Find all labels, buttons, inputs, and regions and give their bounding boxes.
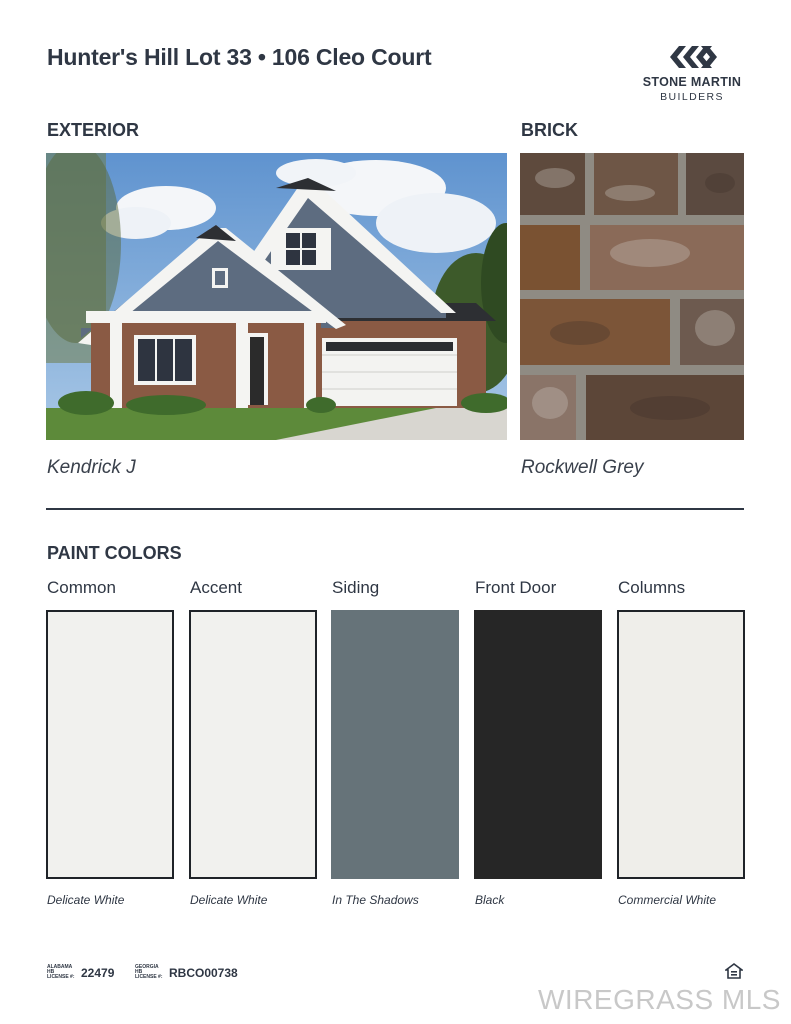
- color-name: Delicate White: [47, 893, 125, 907]
- mls-watermark: WIREGRASS MLS: [538, 984, 781, 1015]
- exterior-heading: EXTERIOR: [47, 120, 140, 140]
- brick-name: Rockwell Grey: [521, 457, 644, 478]
- chevron-logo-icon: [668, 42, 720, 72]
- color-swatch: [474, 610, 602, 879]
- color-swatch: [617, 610, 745, 879]
- paint-label: Columns: [618, 578, 686, 597]
- equal-housing-icon: [725, 963, 743, 979]
- license-label: ALABAMA HB LICENSE #:: [47, 964, 75, 980]
- paint-label: Front Door: [475, 578, 557, 597]
- page-title: Hunter's Hill Lot 33 • 106 Cleo Court: [47, 44, 432, 70]
- brick-sample-image: [520, 153, 744, 440]
- model-name: Kendrick J: [47, 457, 136, 478]
- color-swatch: [331, 610, 459, 879]
- paint-label: Accent: [190, 578, 242, 597]
- brick-heading: BRICK: [521, 120, 578, 140]
- paint-label: Common: [47, 578, 116, 597]
- color-swatch: [189, 610, 317, 879]
- builder-logo: [636, 42, 748, 106]
- alabama-license: [47, 965, 114, 980]
- color-name: Delicate White: [190, 893, 268, 907]
- color-name: Black: [475, 893, 505, 907]
- color-swatch: [46, 610, 174, 879]
- section-divider: [46, 508, 744, 510]
- color-name: In The Shadows: [332, 893, 419, 907]
- logo-subtitle: BUILDERS: [660, 91, 724, 103]
- license-number: RBCO00738: [169, 965, 238, 980]
- paint-colors-heading: PAINT COLORS: [47, 543, 182, 563]
- logo-name: STONE MARTIN: [642, 75, 742, 89]
- license-label: GEORGIA HB LICENSE #:: [135, 964, 163, 980]
- color-name: Commercial White: [618, 893, 717, 907]
- georgia-license: [135, 965, 238, 980]
- paint-label: Siding: [332, 578, 380, 597]
- license-number: 22479: [81, 965, 115, 980]
- exterior-image: [46, 153, 507, 440]
